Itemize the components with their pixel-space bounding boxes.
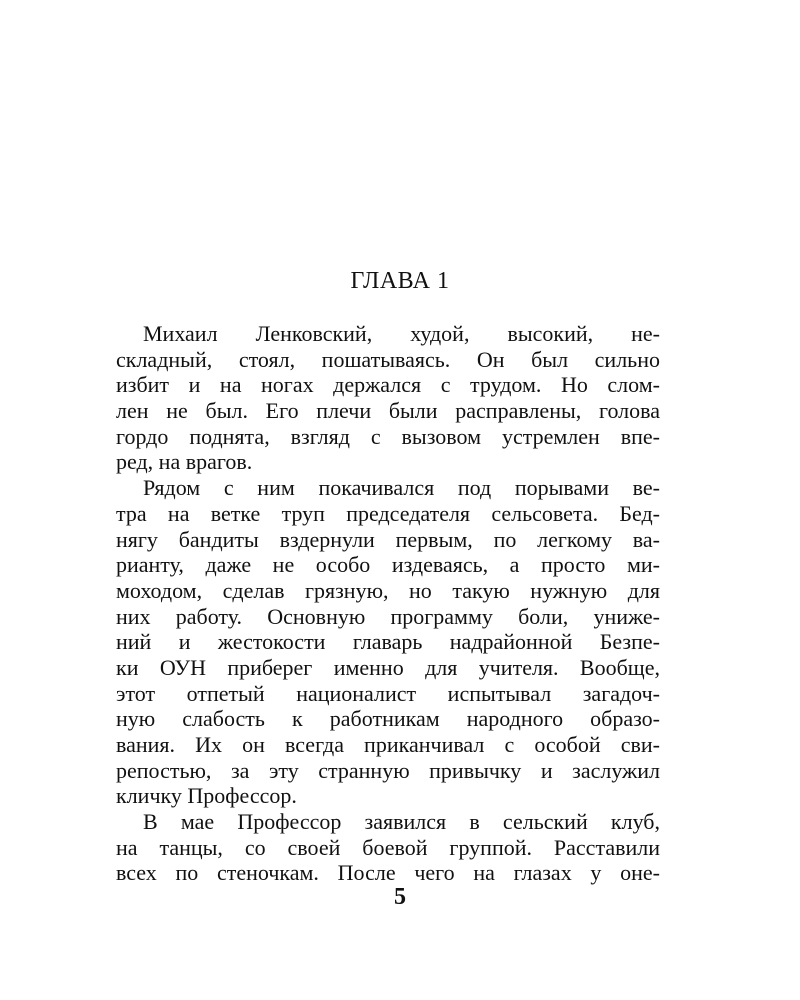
text-line: ки ОУН приберег именно для учителя. Вообще,	[116, 654, 660, 680]
text-line: моходом, сделав грязную, но такую нужную для	[116, 577, 660, 603]
text-line: кличку Профессор.	[116, 783, 297, 809]
text-line: складный, стоял, пошатываясь. Он был сильно	[116, 346, 660, 372]
text-line: ред, на врагов.	[116, 449, 253, 475]
text-line: репостью, за эту странную привычку и заслужил	[116, 757, 660, 783]
text-line: на танцы, со своей боевой группой. Расставили	[116, 834, 660, 860]
text-line: В мае Профессор заявился в сельский клуб,	[143, 809, 660, 835]
text-line: этот отпетый националист испытывал загадоч-	[116, 680, 660, 706]
text-line: тра на ветке труп председателя сельсовета. Бед-	[116, 500, 660, 526]
text-line: гордо поднята, взгляд с вызовом устремлен впе-	[116, 423, 660, 449]
text-line: всех по стеночкам. После чего на глазах у оне-	[116, 860, 660, 886]
text-line: них работу. Основную программу боли, униже-	[116, 603, 660, 629]
text-line: ную слабость к работникам народного образо-	[116, 706, 660, 732]
page-number: 5	[394, 884, 406, 910]
text-line: ний и жестокости главарь надрайонной Безпе-	[116, 629, 660, 655]
text-line: Михаил Ленковский, худой, высокий, не-	[143, 321, 660, 346]
chapter-title: ГЛАВА 1	[350, 268, 450, 294]
text-line: избит и на ногах держался с трудом. Но слом-	[116, 372, 660, 398]
text-line: лен не был. Его плечи были расправлены, голова	[116, 398, 660, 424]
text-line: нягу бандиты вздернули первым, по легкому ва-	[116, 526, 660, 552]
text-line: вания. Их он всегда приканчивал с особой сви-	[116, 732, 660, 757]
text-line: Рядом с ним покачивался под порывами ве-	[143, 475, 660, 501]
text-line: рианту, даже не особо издеваясь, а просто ми-	[116, 552, 660, 578]
body-text	[116, 321, 660, 886]
